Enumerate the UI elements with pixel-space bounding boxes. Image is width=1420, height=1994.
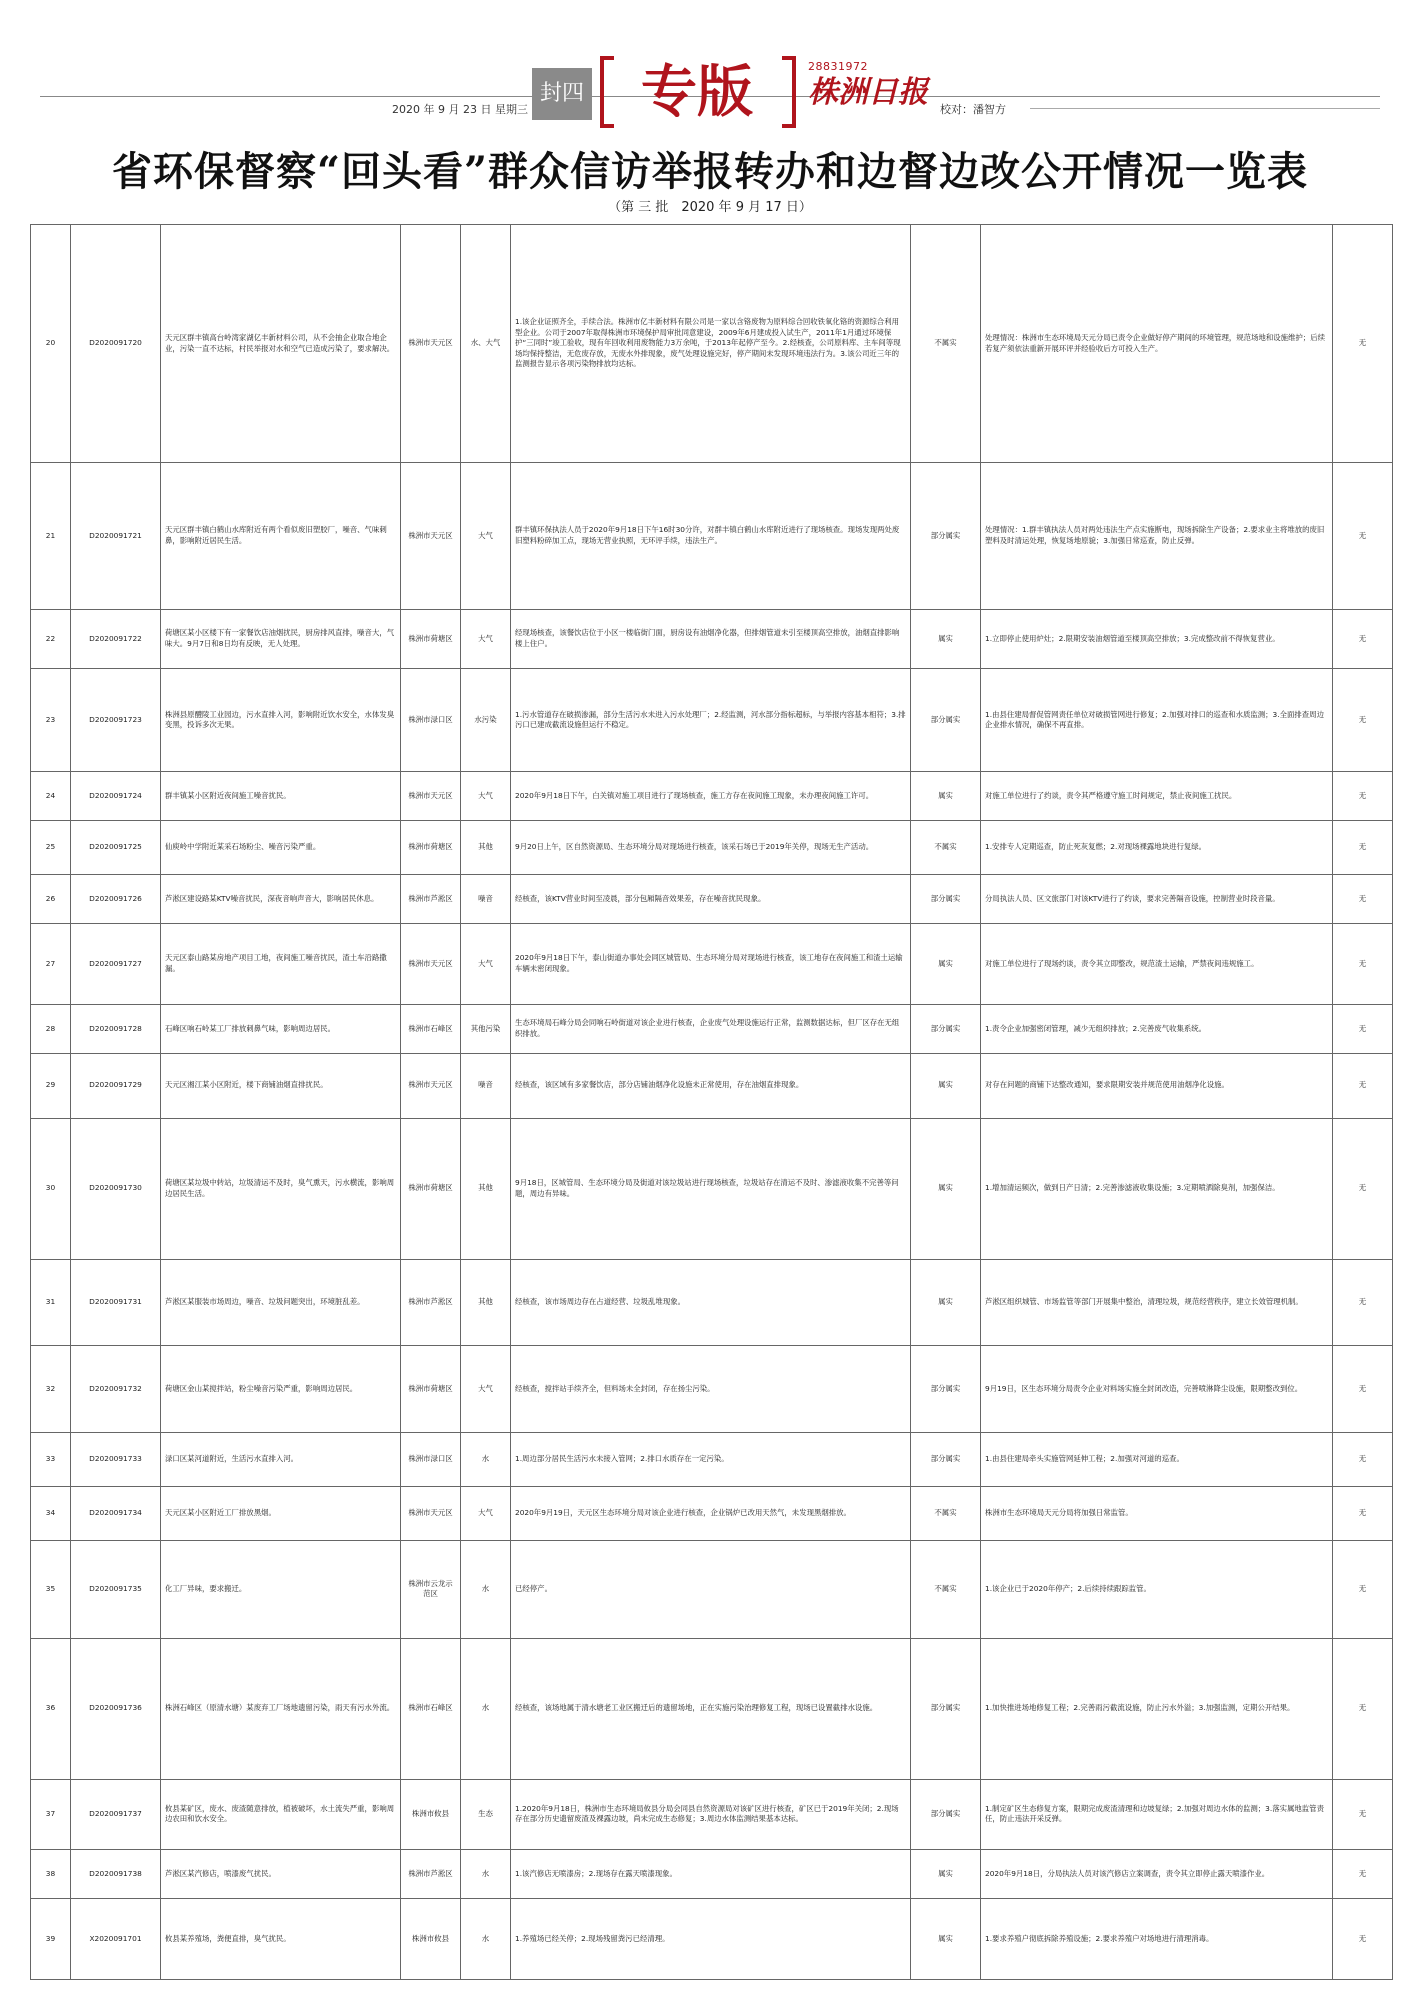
petition-content: 株洲县原醴陵工业园边，污水直排入河，影响附近饮水安全，水体发臭变黑，投诉多次无果。 bbox=[161, 669, 401, 772]
administrative-area: 株洲市渌口区 bbox=[401, 1432, 461, 1486]
handling-rectification: 1.增加清运频次，做到日产日清；2.完善渗滤液收集设施；3.定期喷洒除臭剂，加强保洁。 bbox=[981, 1118, 1333, 1259]
petition-content: 天元区泰山路某房地产项目工地，夜间施工噪音扰民，渣土车沿路撒漏。 bbox=[161, 923, 401, 1004]
administrative-area: 株洲市荷塘区 bbox=[401, 609, 461, 669]
pollution-type: 大气 bbox=[461, 772, 511, 821]
table-body bbox=[31, 225, 1393, 1980]
newspaper-brand bbox=[808, 60, 948, 111]
investigation-finding: 1.2020年9月18日，株洲市生态环境局攸县分局会同县自然资源局对该矿区进行核查，矿区已于2019年关闭；2.现场存在部分历史遗留废渣及裸露边坡，尚未完成生态修复；3.周边水体监测结果基本达标。 bbox=[511, 1779, 911, 1849]
row-number: 32 bbox=[31, 1346, 71, 1433]
handling-rectification: 1.责令企业加强密闭管理，减少无组织排放；2.完善废气收集系统。 bbox=[981, 1004, 1333, 1053]
accountability-status: 无 bbox=[1333, 1118, 1393, 1259]
investigation-finding: 经核查，搅拌站手续齐全，但料场未全封闭，存在扬尘污染。 bbox=[511, 1346, 911, 1433]
pollution-type: 水 bbox=[461, 1541, 511, 1639]
accountability-status: 无 bbox=[1333, 1346, 1393, 1433]
petition-content: 化工厂异味，要求搬迁。 bbox=[161, 1541, 401, 1639]
accountability-status: 无 bbox=[1333, 609, 1393, 669]
table-row bbox=[31, 225, 1393, 463]
accountability-status: 无 bbox=[1333, 1259, 1393, 1346]
investigation-finding: 1.周边部分居民生活污水未接入管网；2.排口水质存在一定污染。 bbox=[511, 1432, 911, 1486]
accountability-status: 无 bbox=[1333, 1487, 1393, 1541]
petition-code: D2020091738 bbox=[71, 1849, 161, 1898]
row-number: 35 bbox=[31, 1541, 71, 1639]
accountability-status: 无 bbox=[1333, 1004, 1393, 1053]
verification-result: 不属实 bbox=[911, 820, 981, 874]
verification-result: 属实 bbox=[911, 923, 981, 1004]
accountability-status: 无 bbox=[1333, 1541, 1393, 1639]
administrative-area: 株洲市天元区 bbox=[401, 1487, 461, 1541]
handling-rectification: 1.由县住建局督促管网责任单位对破损管网进行修复；2.加强对排口的巡查和水质监测；3.全面排查周边企业排水情况，确保不再直排。 bbox=[981, 669, 1333, 772]
pollution-type: 大气 bbox=[461, 1346, 511, 1433]
verification-result: 部分属实 bbox=[911, 1346, 981, 1433]
petition-code: D2020091737 bbox=[71, 1779, 161, 1849]
petition-code: D2020091726 bbox=[71, 874, 161, 923]
accountability-status: 无 bbox=[1333, 669, 1393, 772]
accountability-status: 无 bbox=[1333, 1849, 1393, 1898]
petition-content: 芦淞区某汽修店，喷漆废气扰民。 bbox=[161, 1849, 401, 1898]
administrative-area: 株洲市荷塘区 bbox=[401, 1346, 461, 1433]
row-number: 24 bbox=[31, 772, 71, 821]
administrative-area: 株洲市荷塘区 bbox=[401, 1118, 461, 1259]
title-bracket-right bbox=[782, 56, 796, 128]
administrative-area: 株洲市攸县 bbox=[401, 1898, 461, 1979]
accountability-status: 无 bbox=[1333, 1898, 1393, 1979]
row-number: 38 bbox=[31, 1849, 71, 1898]
petition-content: 荷塘区金山某搅拌站，粉尘噪音污染严重，影响周边居民。 bbox=[161, 1346, 401, 1433]
row-number: 34 bbox=[31, 1487, 71, 1541]
investigation-finding: 2020年9月18日下午，白关镇对施工项目进行了现场核查，施工方存在夜间施工现象，未办理夜间施工许可。 bbox=[511, 772, 911, 821]
verification-result: 属实 bbox=[911, 772, 981, 821]
accountability-status: 无 bbox=[1333, 225, 1393, 463]
petition-content: 攸县某矿区，废水、废渣随意排放，植被破坏，水土流失严重，影响周边农田和饮水安全。 bbox=[161, 1779, 401, 1849]
verification-result: 不属实 bbox=[911, 225, 981, 463]
table-row bbox=[31, 1432, 1393, 1486]
investigation-finding: 1.养殖场已经关停；2.现场残留粪污已经清理。 bbox=[511, 1898, 911, 1979]
petition-code: D2020091729 bbox=[71, 1053, 161, 1118]
table-row bbox=[31, 772, 1393, 821]
verification-result: 不属实 bbox=[911, 1541, 981, 1639]
verification-result: 部分属实 bbox=[911, 1432, 981, 1486]
verification-result: 属实 bbox=[911, 1259, 981, 1346]
handling-rectification: 1.加快推进场地修复工程；2.完善雨污截流设施，防止污水外溢；3.加强监测，定期公开结果。 bbox=[981, 1638, 1333, 1779]
table-row bbox=[31, 669, 1393, 772]
accountability-status: 无 bbox=[1333, 772, 1393, 821]
accountability-status: 无 bbox=[1333, 463, 1393, 609]
table-row bbox=[31, 463, 1393, 609]
investigation-finding: 经核查，该区域有多家餐饮店，部分店铺油烟净化设施未正常使用，存在油烟直排现象。 bbox=[511, 1053, 911, 1118]
newspaper-logo: 株洲日报 bbox=[808, 75, 928, 110]
row-number: 21 bbox=[31, 463, 71, 609]
accountability-status: 无 bbox=[1333, 1638, 1393, 1779]
petition-code: D2020091723 bbox=[71, 669, 161, 772]
accountability-status: 无 bbox=[1333, 1053, 1393, 1118]
row-number: 28 bbox=[31, 1004, 71, 1053]
investigation-finding: 群丰镇环保执法人员于2020年9月18日下午16时30分许，对群丰镇白鹤山水库附近进行了现场核查。现场发现两处废旧塑料粉碎加工点，现场无营业执照，无环评手续，违法生产。 bbox=[511, 463, 911, 609]
petition-code: D2020091730 bbox=[71, 1118, 161, 1259]
accountability-status: 无 bbox=[1333, 874, 1393, 923]
petition-code: D2020091736 bbox=[71, 1638, 161, 1779]
administrative-area: 株洲市云龙示范区 bbox=[401, 1541, 461, 1639]
handling-rectification: 1.制定矿区生态修复方案，限期完成废渣清理和边坡复绿；2.加强对周边水体的监测；3.落实属地监管责任，防止违法开采反弹。 bbox=[981, 1779, 1333, 1849]
petition-code: D2020091725 bbox=[71, 820, 161, 874]
investigation-finding: 1.污水管道存在破损渗漏，部分生活污水未进入污水处理厂；2.经监测，河水部分指标超标，与举报内容基本相符；3.排污口已建成截流设施但运行不稳定。 bbox=[511, 669, 911, 772]
administrative-area: 株洲市石峰区 bbox=[401, 1004, 461, 1053]
investigation-finding: 已经停产。 bbox=[511, 1541, 911, 1639]
row-number: 25 bbox=[31, 820, 71, 874]
petition-code: D2020091722 bbox=[71, 609, 161, 669]
administrative-area: 株洲市天元区 bbox=[401, 772, 461, 821]
page-label: 封四 bbox=[532, 68, 592, 120]
administrative-area: 株洲市芦淞区 bbox=[401, 874, 461, 923]
petition-code: D2020091735 bbox=[71, 1541, 161, 1639]
verification-result: 部分属实 bbox=[911, 1779, 981, 1849]
petition-code: D2020091734 bbox=[71, 1487, 161, 1541]
row-number: 22 bbox=[31, 609, 71, 669]
handling-rectification: 1.立即停止使用炉灶；2.限期安装油烟管道至楼顶高空排放；3.完成整改前不得恢复营业。 bbox=[981, 609, 1333, 669]
table-row bbox=[31, 609, 1393, 669]
table-row bbox=[31, 820, 1393, 874]
hotline-number: 28831972 bbox=[808, 60, 868, 73]
administrative-area: 株洲市渌口区 bbox=[401, 669, 461, 772]
administrative-area: 株洲市芦淞区 bbox=[401, 1849, 461, 1898]
accountability-status: 无 bbox=[1333, 1779, 1393, 1849]
petition-code: D2020091727 bbox=[71, 923, 161, 1004]
table-row bbox=[31, 1487, 1393, 1541]
table-row bbox=[31, 1849, 1393, 1898]
verification-result: 属实 bbox=[911, 1118, 981, 1259]
pollution-type: 水污染 bbox=[461, 669, 511, 772]
administrative-area: 株洲市天元区 bbox=[401, 225, 461, 463]
investigation-finding: 2020年9月19日，天元区生态环境分局对该企业进行核查，企业锅炉已改用天然气，未发现黑烟排放。 bbox=[511, 1487, 911, 1541]
investigation-finding: 生态环境局石峰分局会同响石岭街道对该企业进行核查，企业废气处理设施运行正常，监测数据达标，但厂区存在无组织排放。 bbox=[511, 1004, 911, 1053]
administrative-area: 株洲市天元区 bbox=[401, 1053, 461, 1118]
pollution-type: 水 bbox=[461, 1898, 511, 1979]
issue-date: 2020 年 9 月 23 日 星期三 bbox=[392, 103, 528, 116]
investigation-finding: 经核查，该场地属于清水塘老工业区搬迁后的遗留场地，正在实施污染治理修复工程，现场已设置截排水设施。 bbox=[511, 1638, 911, 1779]
handling-rectification: 对存在问题的商铺下达整改通知，要求限期安装并规范使用油烟净化设施。 bbox=[981, 1053, 1333, 1118]
proofreader: 校对：潘智方 bbox=[940, 103, 1006, 116]
pollution-type: 大气 bbox=[461, 923, 511, 1004]
pollution-type: 大气 bbox=[461, 609, 511, 669]
accountability-status: 无 bbox=[1333, 820, 1393, 874]
page-title: 省环保督察“回头看”群众信访举报转办和边督边改公开情况一览表 bbox=[111, 148, 1308, 195]
petition-code: D2020091724 bbox=[71, 772, 161, 821]
table-row bbox=[31, 1638, 1393, 1779]
handling-rectification: 处理情况：1.群丰镇执法人员对两处违法生产点实施断电，现场拆除生产设备；2.要求业主将堆放的废旧塑料及时清运处理，恢复场地原貌；3.加强日常巡查，防止反弹。 bbox=[981, 463, 1333, 609]
investigation-finding: 经核查，该KTV营业时间至凌晨，部分包厢隔音效果差，存在噪音扰民现象。 bbox=[511, 874, 911, 923]
table-row bbox=[31, 1259, 1393, 1346]
page-subtitle: （第 三 批 2020 年 9 月 17 日） bbox=[608, 200, 812, 215]
verification-result: 属实 bbox=[911, 609, 981, 669]
investigation-finding: 1.该汽修店无喷漆房；2.现场存在露天喷漆现象。 bbox=[511, 1849, 911, 1898]
petition-content: 荷塘区某垃圾中转站，垃圾清运不及时，臭气熏天，污水横流，影响周边居民生活。 bbox=[161, 1118, 401, 1259]
petition-content: 天元区湘江某小区附近，楼下商铺油烟直排扰民。 bbox=[161, 1053, 401, 1118]
accountability-status: 无 bbox=[1333, 1432, 1393, 1486]
verification-result: 不属实 bbox=[911, 1487, 981, 1541]
petition-content: 渌口区某河道附近，生活污水直排入河。 bbox=[161, 1432, 401, 1486]
administrative-area: 株洲市荷塘区 bbox=[401, 820, 461, 874]
pollution-type: 水 bbox=[461, 1432, 511, 1486]
petition-content: 天元区群丰镇白鹤山水库附近有两个看似废旧塑胶厂，噪音、气味刺鼻，影响附近居民生活。 bbox=[161, 463, 401, 609]
verification-result: 部分属实 bbox=[911, 874, 981, 923]
handling-rectification: 处理情况：株洲市生态环境局天元分局已责令企业做好停产期间的环境管理，规范场地和设施维护；后续若复产须依法重新开展环评并经验收后方可投入生产。 bbox=[981, 225, 1333, 463]
investigation-finding: 经核查，该市场周边存在占道经营、垃圾乱堆现象。 bbox=[511, 1259, 911, 1346]
pollution-type: 噪音 bbox=[461, 874, 511, 923]
row-number: 20 bbox=[31, 225, 71, 463]
investigation-finding: 1.该企业证照齐全，手续合法。株洲市亿丰新材料有限公司是一家以含铬废物为原料综合回收铁氧化铬的资源综合利用型企业。公司于2007年取得株洲市环境保护局审批同意建设，2009年6月建成投入试生产，2011年1月通过环境保护“三同时”竣工验收，现有年回收利用废物能力3万余吨，于2013年起停产至今。2.经核查，公司原料库、主车间等现场均保持整洁，无危废存放，无废水外排现象，废气处理设施完好，停产期间未发现环境违法行为。3.该公司近三年的监测报告显示各项污染物排放均达标。 bbox=[511, 225, 911, 463]
petition-code: D2020091733 bbox=[71, 1432, 161, 1486]
petition-content: 天元区群丰镇高台岭湾家湖亿丰新材料公司，从不会抽企业取合地企业，污染一直不达标，村民举报对水和空气已造成污染了，要求解决。 bbox=[161, 225, 401, 463]
masthead-rule-right bbox=[1030, 108, 1380, 109]
verification-result: 属实 bbox=[911, 1898, 981, 1979]
handling-rectification: 1.安排专人定期巡查，防止死灰复燃；2.对现场裸露地块进行复绿。 bbox=[981, 820, 1333, 874]
administrative-area: 株洲市石峰区 bbox=[401, 1638, 461, 1779]
table-row bbox=[31, 1004, 1393, 1053]
row-number: 31 bbox=[31, 1259, 71, 1346]
table-row bbox=[31, 874, 1393, 923]
handling-rectification: 9月19日，区生态环境分局责令企业对料场实施全封闭改造，完善喷淋降尘设施，限期整改到位。 bbox=[981, 1346, 1333, 1433]
investigation-finding: 经现场核查，该餐饮店位于小区一楼临街门面，厨房设有油烟净化器，但排烟管道未引至楼顶高空排放，油烟直排影响楼上住户。 bbox=[511, 609, 911, 669]
row-number: 37 bbox=[31, 1779, 71, 1849]
investigation-finding: 2020年9月18日下午，泰山街道办事处会同区城管局、生态环境分局对现场进行核查，该工地存在夜间施工和渣土运输车辆未密闭现象。 bbox=[511, 923, 911, 1004]
investigation-finding: 9月20日上午，区自然资源局、生态环境分局对现场进行核查，该采石场已于2019年关停，现场无生产活动。 bbox=[511, 820, 911, 874]
administrative-area: 株洲市天元区 bbox=[401, 923, 461, 1004]
table-row bbox=[31, 1898, 1393, 1979]
administrative-area: 株洲市攸县 bbox=[401, 1779, 461, 1849]
verification-result: 部分属实 bbox=[911, 1638, 981, 1779]
table-row bbox=[31, 1346, 1393, 1433]
table-row bbox=[31, 1541, 1393, 1639]
table-row bbox=[31, 923, 1393, 1004]
table-row bbox=[31, 1118, 1393, 1259]
row-number: 30 bbox=[31, 1118, 71, 1259]
pollution-type: 水 bbox=[461, 1849, 511, 1898]
verification-result: 属实 bbox=[911, 1053, 981, 1118]
row-number: 36 bbox=[31, 1638, 71, 1779]
investigation-finding: 9月18日，区城管局、生态环境分局及街道对该垃圾站进行现场核查，垃圾站存在清运不及时、渗滤液收集不完善等问题，周边有异味。 bbox=[511, 1118, 911, 1259]
pollution-type: 水 bbox=[461, 1638, 511, 1779]
petition-content: 仙庾岭中学附近某采石场粉尘、噪音污染严重。 bbox=[161, 820, 401, 874]
petition-content: 芦淞区建设路某KTV噪音扰民，深夜音响声音大，影响居民休息。 bbox=[161, 874, 401, 923]
handling-rectification: 1.由县住建局牵头实施管网延伸工程；2.加强对河道的巡查。 bbox=[981, 1432, 1333, 1486]
row-number: 23 bbox=[31, 669, 71, 772]
row-number: 33 bbox=[31, 1432, 71, 1486]
petition-content: 荷塘区某小区楼下有一家餐饮店油烟扰民，厨房排风直排，噪音大，气味大。9月7日和8日均有反映，无人处理。 bbox=[161, 609, 401, 669]
petition-code: D2020091731 bbox=[71, 1259, 161, 1346]
pollution-type: 噪音 bbox=[461, 1053, 511, 1118]
petition-content: 群丰镇某小区附近夜间施工噪音扰民。 bbox=[161, 772, 401, 821]
handling-rectification: 分局执法人员、区文旅部门对该KTV进行了约谈，要求完善隔音设施，控制营业时段音量。 bbox=[981, 874, 1333, 923]
petition-content: 株洲石峰区（原清水塘）某废弃工厂场地遗留污染，雨天有污水外流。 bbox=[161, 1638, 401, 1779]
pollution-type: 大气 bbox=[461, 463, 511, 609]
petition-code: D2020091732 bbox=[71, 1346, 161, 1433]
verification-result: 属实 bbox=[911, 1849, 981, 1898]
administrative-area: 株洲市芦淞区 bbox=[401, 1259, 461, 1346]
pollution-type: 其他 bbox=[461, 1259, 511, 1346]
petition-code: D2020091728 bbox=[71, 1004, 161, 1053]
administrative-area: 株洲市天元区 bbox=[401, 463, 461, 609]
handling-rectification: 对施工单位进行了现场约谈，责令其立即整改，规范渣土运输，严禁夜间违规施工。 bbox=[981, 923, 1333, 1004]
handling-rectification: 1.要求养殖户彻底拆除养殖设施；2.要求养殖户对场地进行清理消毒。 bbox=[981, 1898, 1333, 1979]
pollution-type: 其他污染 bbox=[461, 1004, 511, 1053]
pollution-type: 大气 bbox=[461, 1487, 511, 1541]
petition-code: D2020091721 bbox=[71, 463, 161, 609]
accountability-status: 无 bbox=[1333, 923, 1393, 1004]
handling-rectification: 对施工单位进行了约谈，责令其严格遵守施工时间规定，禁止夜间施工扰民。 bbox=[981, 772, 1333, 821]
table-row bbox=[31, 1779, 1393, 1849]
petition-code: D2020091720 bbox=[71, 225, 161, 463]
handling-rectification: 株洲市生态环境局天元分局将加强日常监管。 bbox=[981, 1487, 1333, 1541]
complaints-table bbox=[30, 224, 1392, 1980]
table-row bbox=[31, 1053, 1393, 1118]
handling-rectification: 芦淞区组织城管、市场监管等部门开展集中整治，清理垃圾，规范经营秩序，建立长效管理机制。 bbox=[981, 1259, 1333, 1346]
petition-content: 芦淞区某服装市场周边，噪音、垃圾问题突出，环境脏乱差。 bbox=[161, 1259, 401, 1346]
verification-result: 部分属实 bbox=[911, 1004, 981, 1053]
section-title: 专版 bbox=[641, 59, 753, 125]
row-number: 27 bbox=[31, 923, 71, 1004]
pollution-type: 其他 bbox=[461, 820, 511, 874]
verification-result: 部分属实 bbox=[911, 669, 981, 772]
row-number: 39 bbox=[31, 1898, 71, 1979]
row-number: 29 bbox=[31, 1053, 71, 1118]
petition-content: 石峰区响石岭某工厂排放刺鼻气味，影响周边居民。 bbox=[161, 1004, 401, 1053]
pollution-type: 生态 bbox=[461, 1779, 511, 1849]
petition-content: 天元区某小区附近工厂排放黑烟。 bbox=[161, 1487, 401, 1541]
petition-code: X2020091701 bbox=[71, 1898, 161, 1979]
handling-rectification: 1.该企业已于2020年停产；2.后续持续跟踪监管。 bbox=[981, 1541, 1333, 1639]
row-number: 26 bbox=[31, 874, 71, 923]
pollution-type: 水、大气 bbox=[461, 225, 511, 463]
pollution-type: 其他 bbox=[461, 1118, 511, 1259]
verification-result: 部分属实 bbox=[911, 463, 981, 609]
petition-content: 攸县某养殖场，粪便直排，臭气扰民。 bbox=[161, 1898, 401, 1979]
handling-rectification: 2020年9月18日，分局执法人员对该汽修店立案调查，责令其立即停止露天喷漆作业。 bbox=[981, 1849, 1333, 1898]
